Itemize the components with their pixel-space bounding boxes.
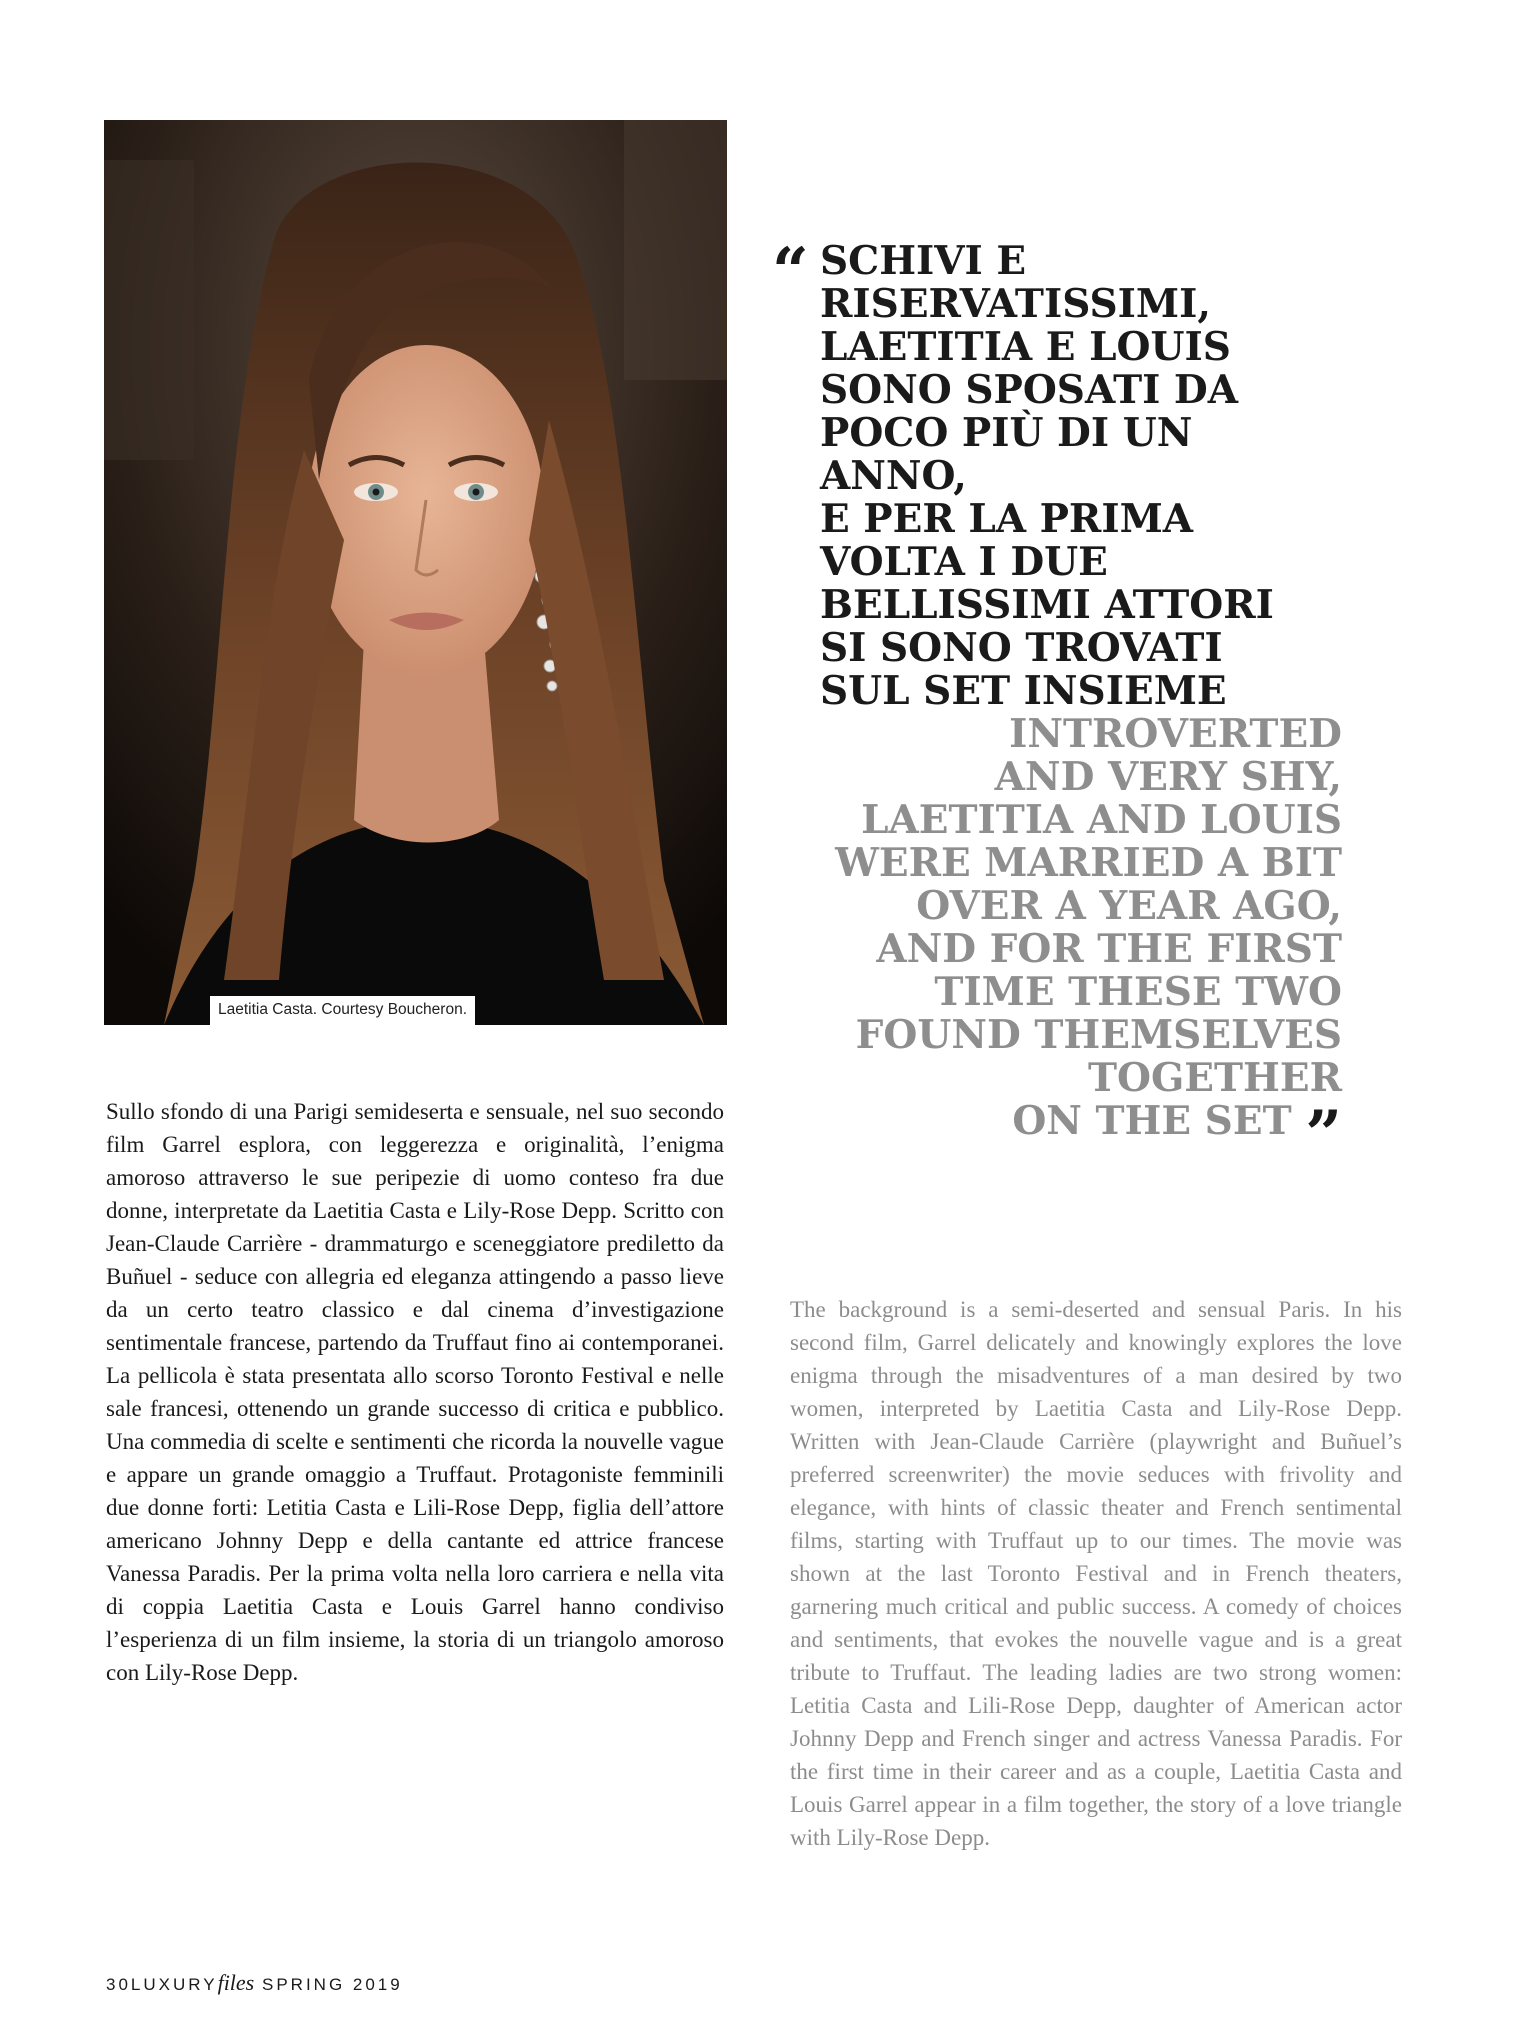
pull-quote-line: FOUND THEMSELVES [855, 1012, 1342, 1058]
pull-quote-line: SONO SPOSATI DA [820, 367, 1239, 413]
close-quote-mark: ” [1305, 1097, 1342, 1172]
open-quote-mark: “ [772, 234, 809, 309]
pull-quote-line: AND FOR THE FIRST [876, 926, 1342, 972]
pull-quote-line: TOGETHER [1087, 1055, 1342, 1101]
body-text-english: The background is a semi-deserted and sensual Paris. In his second film, Garrel delicately and knowingly explores the love enigma through the misadventures of a man desired by two women, interpreted by Laetitia Casta and Lily-Rose Depp. Written with Jean-Claude Carrière (playwright and Buñuel’s preferred screenwriter) the movie seduces with frivolity and elegance, with hints of classic theater and French sentimental films, starting with Truffaut up to our times. The movie was shown at the last Toronto Festival and in French theaters, garnering much critical and public success. A comedy of choices and sentiments, that evokes the nouvelle vague and is a great tribute to Truffaut. The leading ladies are two strong women: Letitia Casta and Lili-Rose Depp, daughter of American actor Johnny Depp and French singer and actress Vanessa Paradis. For the first time in their career and as a couple, Laetitia Casta and Louis Garrel appear in a film together, the story of a love triangle with Lily-Rose Depp. [790, 1297, 1402, 1850]
pull-quote-english [772, 711, 1342, 1172]
brand-luxury: LUXURY [130, 1975, 218, 1994]
pull-quote-italian [772, 234, 1342, 714]
pull-quote-line: RISERVATISSIMI, [820, 281, 1211, 327]
pull-quote-line: SUL SET INSIEME [820, 668, 1227, 714]
portrait-photo [104, 120, 727, 1025]
pull-quote-last-line [772, 1097, 1342, 1172]
pull-quote-line: INTROVERTED [1009, 711, 1342, 757]
photo-caption: Laetitia Casta. Courtesy Boucheron. [210, 996, 475, 1025]
pull-quote-line: AND VERY SHY, [994, 754, 1342, 800]
pull-quote-line: LAETITIA AND LOUIS [861, 797, 1342, 843]
pull-quote-line: SCHIVI E [820, 238, 1027, 284]
pull-quote-line: OVER A YEAR AGO, [916, 883, 1342, 929]
portrait-image [104, 120, 727, 1025]
pull-quote-line: ON THE SET [1012, 1098, 1292, 1144]
page-number: 30 [106, 1975, 131, 1994]
pull-quote-line: E PER LA PRIMA [820, 496, 1194, 542]
pull-quote-line: POCO PIÙ DI UN ANNO, [820, 410, 1193, 499]
issue-label: SPRING 2019 [261, 1975, 403, 1994]
pull-quote-line: LAETITIA E LOUIS [820, 324, 1231, 370]
page-footer [106, 1970, 403, 1996]
pull-quote-line: WERE MARRIED A BIT [835, 840, 1342, 886]
pull-quote-line: BELLISSIMI ATTORI [820, 582, 1274, 628]
pull-quote-line: TIME THESE TWO [934, 969, 1342, 1015]
body-text-italian: Sullo sfondo di una Parigi semideserta e sensuale, nel suo secondo film Garrel esplora, con leggerezza e originalità, l’enigma amoroso attraverso le sue peripezie di uomo conteso fra due donne, interpretate da Laetitia Casta e Lily-Rose Depp. Scritto con Jean-Claude Carrière - drammaturgo e sceneggiatore prediletto da Buñuel - seduce con allegria ed eleganza attingendo a passo lieve da un certo teatro classico e dal cinema d’investigazione sentimentale francese, partendo da Truffaut fino ai contemporanei. La pellicola è stata presentata allo scorso Toronto Festival e nelle sale francesi, ottenendo un grande successo di critica e pubblico. Una commedia di scelte e sentimenti che ricorda la nouvelle vague e appare un grande omaggio a Truffaut. Protagoniste femminili due donne forti: Letitia Casta e Lili-Rose Depp, figlia dell’attore americano Johnny Depp e della cantante ed attrice francese Vanessa Paradis. Per la prima volta nella loro carriera e nella vita di coppia Laetitia Casta e Louis Garrel hanno condiviso l’esperienza di un film insieme, la storia di un triangolo amoroso con Lily-Rose Depp. [106, 1099, 724, 1685]
pull-quote [772, 234, 1342, 1172]
brand-files: files [217, 1970, 255, 1995]
pull-quote-line: SI SONO TROVATI [820, 625, 1223, 671]
pull-quote-line: VOLTA I DUE [820, 539, 1108, 585]
